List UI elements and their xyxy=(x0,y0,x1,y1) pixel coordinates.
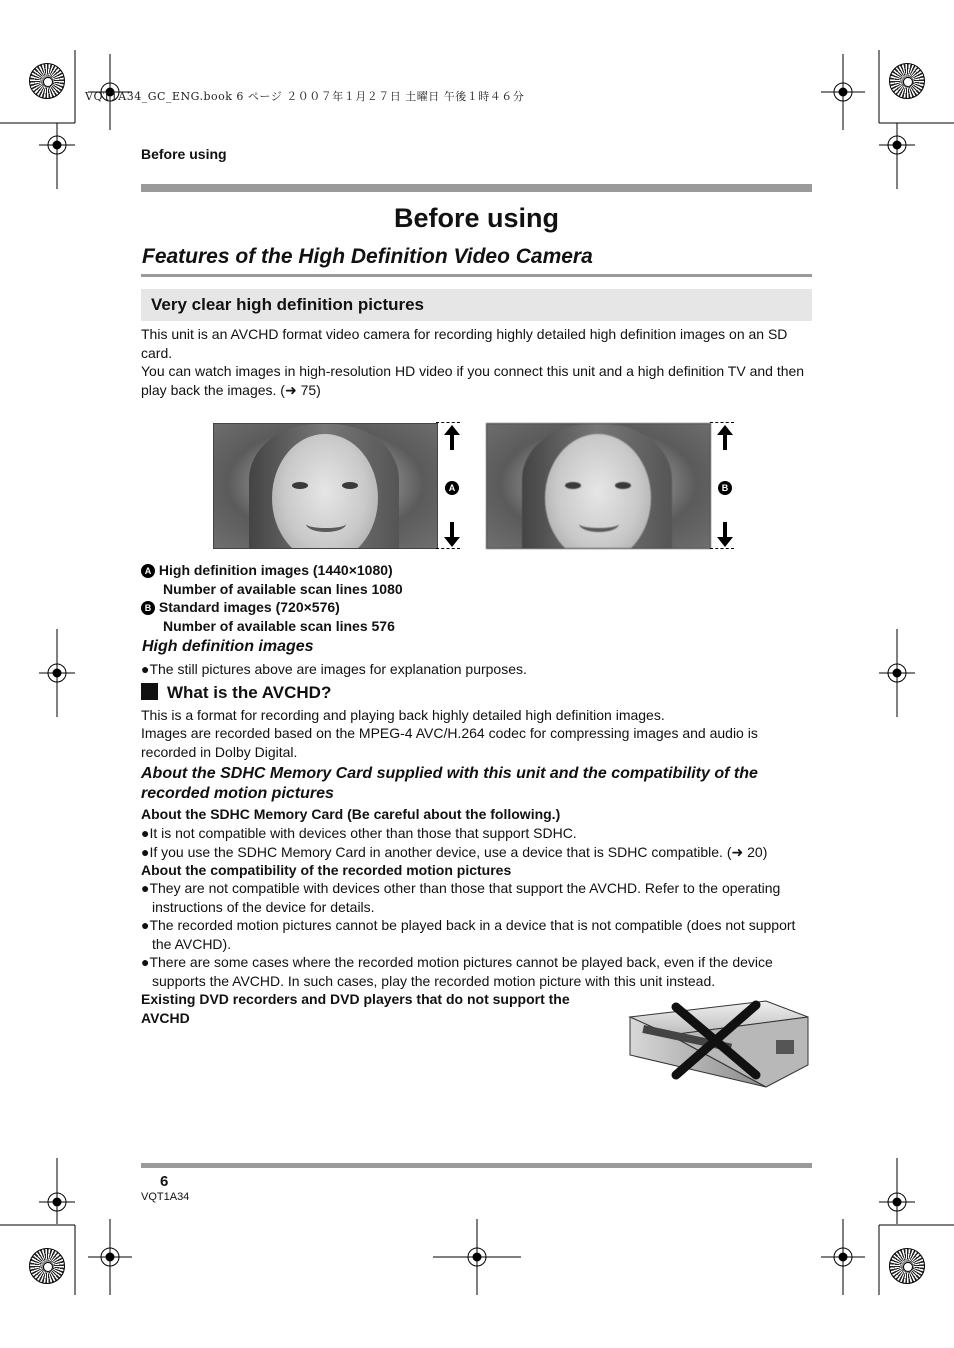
arrow-shaft xyxy=(723,434,727,450)
legend-a-line2: Number of available scan lines 1080 xyxy=(163,580,403,597)
arrow-down-icon xyxy=(717,537,733,547)
subtitle-rule xyxy=(141,274,812,277)
arrow-shaft xyxy=(723,522,727,538)
dvd-caption-1: Existing DVD recorders and DVD players that do not support the xyxy=(141,991,570,1007)
dash-line xyxy=(436,548,460,549)
dvd-player-crossed-icon xyxy=(626,995,810,1090)
model-code: VQT1A34 xyxy=(141,1191,190,1203)
avchd-paragraph-2: Images are recorded based on the MPEG-4 AVC/H.264 codec for compressing images and audio is recorded in Dolby Digital. xyxy=(141,725,758,760)
sdhc-heading: About the SDHC Memory Card supplied with this unit and the compatibility of the recorded motion pictures xyxy=(141,765,758,802)
compat-subheading: About the compatibility of the recorded motion pictures xyxy=(141,862,512,878)
sdhc-bullet-1: ●It is not compatible with devices other than those that support SDHC. xyxy=(141,825,577,841)
label-b-icon: B xyxy=(141,601,155,615)
avchd-paragraph-1: This is a format for recording and playing back highly detailed high definition images. xyxy=(141,707,665,723)
dash-line xyxy=(436,422,460,423)
arrow-down-icon xyxy=(444,537,460,547)
dash-line xyxy=(710,548,734,549)
box-heading xyxy=(141,289,812,321)
page-title: Before using xyxy=(393,203,560,233)
box-heading-text: Very clear high definition pictures xyxy=(151,295,425,314)
intro-paragraph-1: This unit is an AVCHD format video camera for recording highly detailed high definition images on an SD card. xyxy=(141,326,788,361)
legend-b xyxy=(141,598,395,635)
compat-bullet-2: ●The recorded motion pictures cannot be played back in a device that is not compatible (does not support the AVCHD). xyxy=(141,917,796,952)
print-header: VQT1A34_GC_ENG.book 6 ページ ２００７年１月２７日 土曜日 午後１時４６分 xyxy=(85,90,525,103)
legend-a-line1: High definition images (1440×1080) xyxy=(158,562,393,578)
sdhc-subheading: About the SDHC Memory Card (Be careful about the following.) xyxy=(141,806,561,822)
square-bullet-icon xyxy=(141,683,158,700)
legend-b-line2: Number of available scan lines 576 xyxy=(163,617,395,634)
hd-images-heading: High definition images xyxy=(142,638,314,655)
label-a-icon: A xyxy=(445,479,459,497)
bottom-rule xyxy=(141,1163,812,1168)
legend-a xyxy=(141,561,403,598)
page-number: 6 xyxy=(160,1173,169,1190)
hd-note: ●The still pictures above are images for explanation purposes. xyxy=(141,661,527,677)
arrow-shaft xyxy=(450,434,454,450)
running-head: Before using xyxy=(141,146,227,162)
sdhc-bullet-2: ●If you use the SDHC Memory Card in another device, use a device that is SDHC compatible. (➜ 20) xyxy=(141,844,768,860)
arrow-shaft xyxy=(450,522,454,538)
compat-bullet-1: ●They are not compatible with devices other than those that support the AVCHD. Refer to the operating instructions of the device for details. xyxy=(141,880,781,915)
label-a-icon: A xyxy=(141,564,155,578)
sd-photo xyxy=(486,423,711,549)
avchd-heading: What is the AVCHD? xyxy=(141,683,331,703)
hd-photo xyxy=(213,423,438,549)
legend-b-line1: Standard images (720×576) xyxy=(158,599,340,615)
label-b-icon: B xyxy=(718,479,732,497)
top-rule xyxy=(141,184,812,192)
dvd-caption-2: AVCHD xyxy=(141,1010,190,1026)
dash-line xyxy=(710,422,734,423)
compat-bullet-3: ●There are some cases where the recorded motion pictures cannot be played back, even if the device supports the AVCHD. In such cases, play the recorded motion picture with this unit instead. xyxy=(141,954,773,989)
intro-paragraph-2: You can watch images in high-resolution HD video if you connect this unit and a high definition TV and then play back the images. (➜ 75) xyxy=(141,363,805,398)
section-subtitle: Features of the High Definition Video Camera xyxy=(142,245,593,268)
